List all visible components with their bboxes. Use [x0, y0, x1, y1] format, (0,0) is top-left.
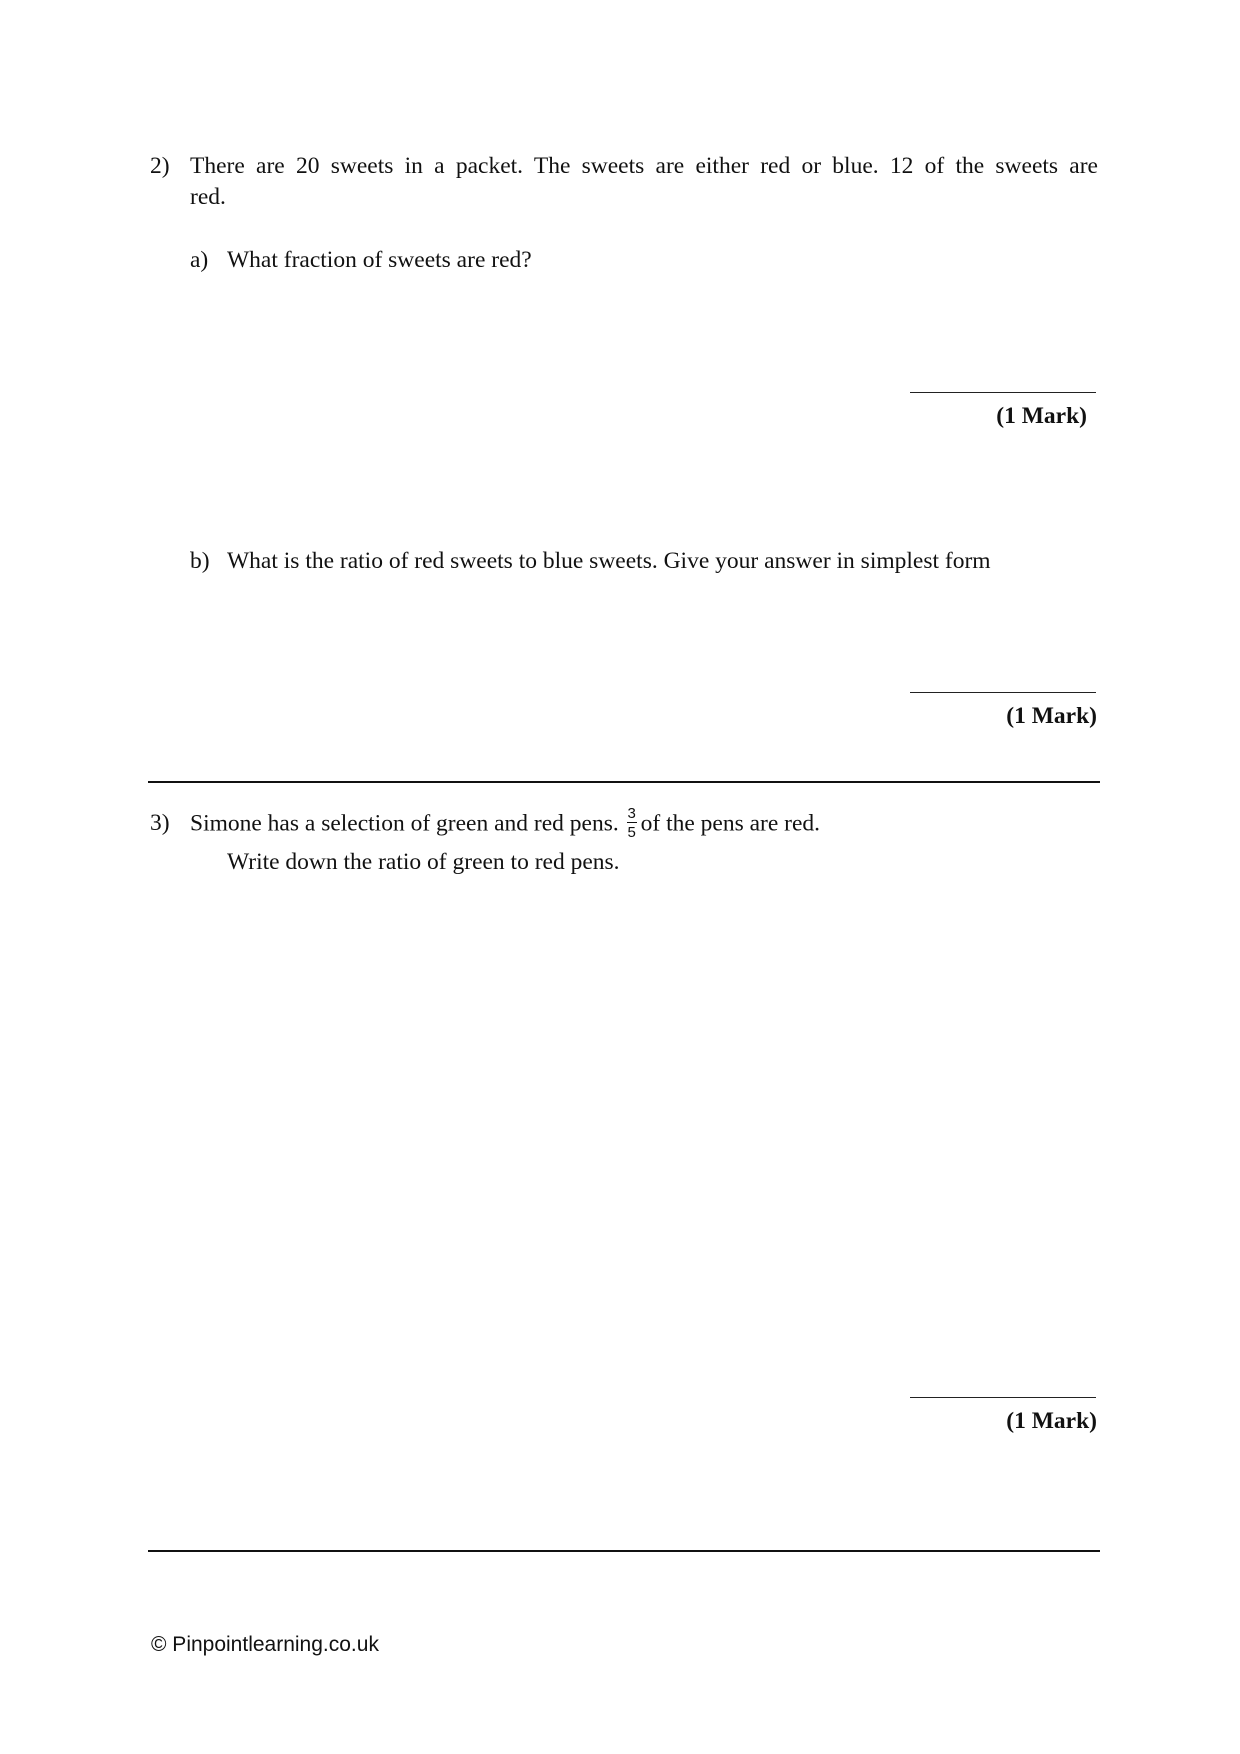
question-3-text-before-fraction: Simone has a selection of green and red pens. [190, 810, 619, 837]
fraction-bar [627, 822, 637, 823]
section-divider-2 [148, 1550, 1100, 1552]
question-2-text-line-1: There are 20 sweets in a packet. The sweets are either red or blue. 12 of the sweets are [190, 153, 1098, 179]
answer-line-2a[interactable] [910, 392, 1096, 393]
question-3-number: 3) [150, 810, 170, 836]
fraction-denominator: 5 [627, 824, 636, 841]
answer-line-2b[interactable] [910, 692, 1096, 693]
section-divider-1 [148, 781, 1100, 783]
question-2a-label: a) [190, 247, 209, 273]
question-3-text-after-fraction: of the pens are red. [640, 810, 821, 837]
question-3-text-line-1 [190, 805, 821, 842]
mark-2a: (1 Mark) [996, 403, 1087, 429]
copyright-footer: © Pinpointlearning.co.uk [151, 1633, 379, 1656]
question-2-number: 2) [150, 153, 170, 179]
question-2-text-line-2: red. [190, 184, 226, 210]
question-3-text-line-2: Write down the ratio of green to red pens. [227, 849, 620, 875]
mark-3: (1 Mark) [1006, 1408, 1097, 1434]
mark-2b: (1 Mark) [1006, 703, 1097, 729]
fraction-three-fifths [627, 806, 637, 840]
question-2b-text: What is the ratio of red sweets to blue sweets. Give your answer in simplest form [227, 548, 991, 574]
question-2b-label: b) [190, 548, 210, 574]
fraction-numerator: 3 [627, 805, 636, 822]
answer-line-3[interactable] [910, 1397, 1096, 1398]
question-2a-text: What fraction of sweets are red? [227, 247, 532, 273]
